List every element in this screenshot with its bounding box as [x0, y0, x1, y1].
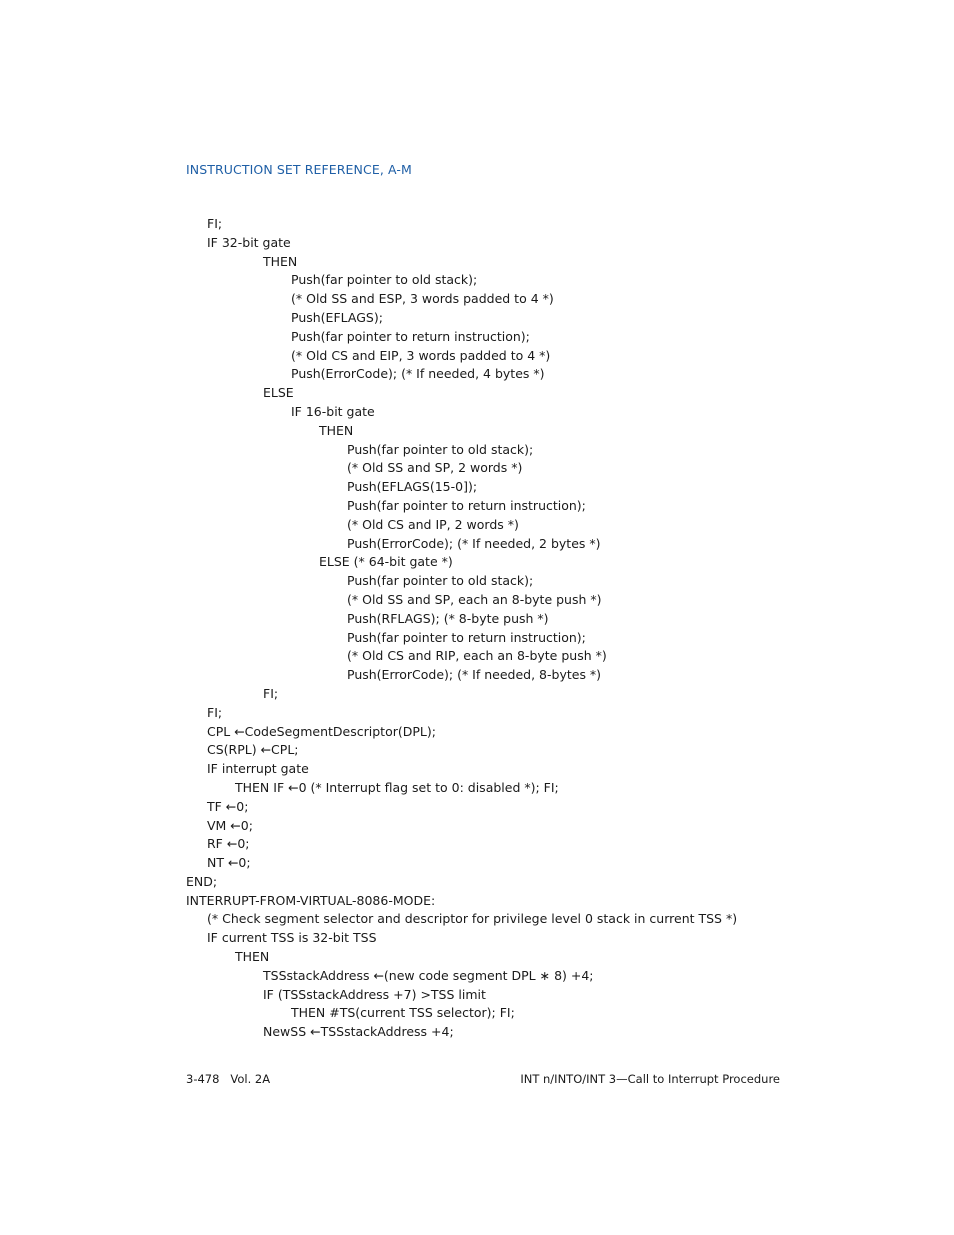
code-line: Push(far pointer to old stack);: [347, 441, 534, 457]
code-line: Push(EFLAGS(15-0]);: [347, 479, 478, 495]
footer-page-number: 3-478 Vol. 2A: [186, 1072, 271, 1086]
code-line: (* Old SS and SP, 2 words *): [347, 460, 523, 476]
footer-section-title: INT n/INTO/INT 3—Call to Interrupt Procedure: [520, 1072, 780, 1086]
code-line: THEN: [263, 253, 298, 269]
code-line: THEN #TS(current TSS selector); FI;: [291, 1005, 515, 1021]
code-line: FI;: [207, 216, 223, 231]
code-line: IF interrupt gate: [207, 761, 309, 777]
code-line: INTERRUPT-FROM-VIRTUAL-8086-MODE:: [186, 892, 436, 908]
code-line: (* Old SS and ESP, 3 words padded to 4 *): [291, 291, 554, 307]
code-line: TSSstackAddress ←(new code segment DPL ∗ 8) +4;: [263, 967, 594, 983]
code-line: (* Old SS and SP, each an 8-byte push *): [347, 591, 602, 607]
code-line: FI;: [263, 685, 279, 701]
code-line: IF 16-bit gate: [291, 403, 375, 419]
code-line: Push(far pointer to old stack);: [347, 573, 534, 589]
code-line: Push(ErrorCode); (* If needed, 8-bytes *): [347, 667, 602, 683]
code-line: Push(RFLAGS); (* 8-byte push *): [347, 610, 549, 626]
pseudocode-block: [186, 215, 737, 1042]
code-line: (* Old CS and IP, 2 words *): [347, 516, 519, 532]
code-line: NewSS ←TSSstackAddress +4;: [263, 1024, 454, 1040]
code-line: Push(far pointer to return instruction);: [291, 328, 530, 344]
code-line: Push(far pointer to return instruction);: [347, 629, 586, 645]
code-line: Push(far pointer to return instruction);: [347, 497, 586, 513]
code-line: TF ←0;: [207, 798, 249, 814]
code-line: IF current TSS is 32-bit TSS: [207, 930, 377, 946]
code-line: VM ←0;: [207, 817, 253, 833]
code-line: (* Check segment selector and descriptor for privilege level 0 stack in current TSS *): [207, 911, 738, 927]
code-line: Push(far pointer to old stack);: [291, 272, 478, 288]
code-line: CS(RPL) ←CPL;: [207, 742, 299, 758]
running-header: INSTRUCTION SET REFERENCE, A-M: [186, 162, 412, 177]
code-line: Push(ErrorCode); (* If needed, 2 bytes *): [347, 535, 601, 551]
code-line: THEN: [235, 949, 270, 965]
code-line: (* Old CS and EIP, 3 words padded to 4 *): [291, 347, 551, 363]
code-line: THEN: [319, 422, 354, 438]
code-line: ELSE: [263, 385, 294, 401]
code-line: RF ←0;: [207, 836, 250, 852]
code-line: NT ←0;: [207, 855, 251, 871]
code-line: END;: [186, 873, 218, 889]
code-line: (* Old CS and RIP, each an 8-byte push *): [347, 648, 607, 664]
code-line: ELSE (* 64-bit gate *): [319, 554, 453, 570]
code-line: Push(ErrorCode); (* If needed, 4 bytes *): [291, 366, 545, 382]
code-line: FI;: [207, 704, 223, 720]
code-line: Push(EFLAGS);: [291, 309, 383, 325]
code-line: IF 32-bit gate: [207, 234, 291, 250]
code-line: THEN IF ←0 (* Interrupt flag set to 0: disabled *); FI;: [235, 779, 559, 795]
code-line: CPL ←CodeSegmentDescriptor(DPL);: [207, 723, 436, 739]
code-line: IF (TSSstackAddress +7) >TSS limit: [263, 986, 486, 1002]
